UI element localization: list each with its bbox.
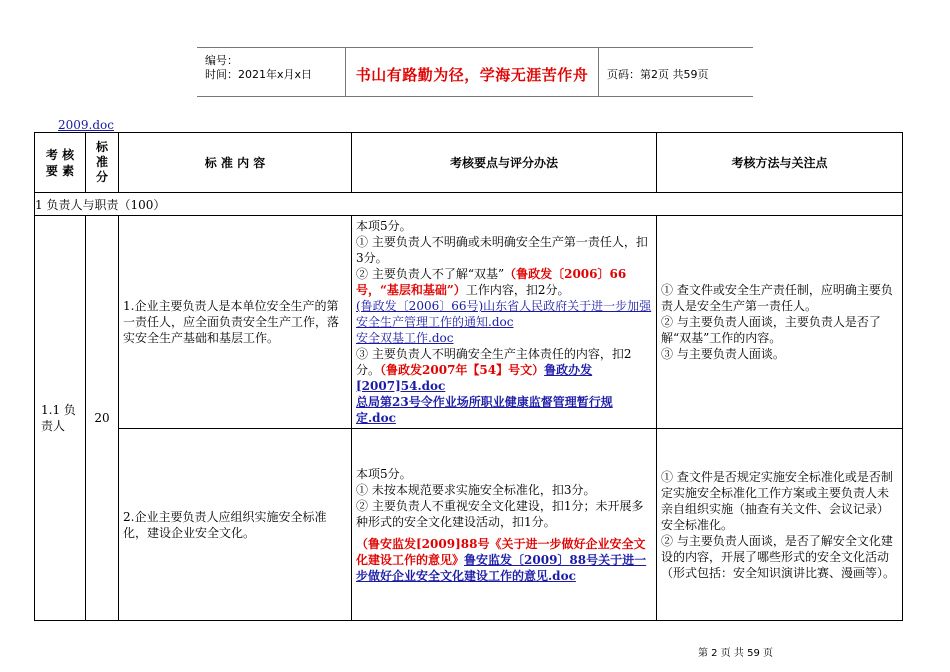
points-cell: 本项5分。 ① 未按本规范要求实施安全标准化，扣3分。 ② 主要负责人不重视安全文化建设，扣1分；未开展多种形式的安全文化建设活动，扣1分。 （鲁安监发[2009]88号《关于进一步做好企业安全文化建设工作的意见》鲁安监发〔2009〕88号关于进一步做好企业安全文化建设工作的意见.doc bbox=[352, 429, 657, 621]
document-header bbox=[197, 47, 753, 97]
col-content-header: 标 准 内 容 bbox=[119, 133, 352, 193]
doc-link[interactable]: 鲁政办发[2007]54.doc bbox=[356, 363, 593, 393]
page-label: 页码：第2页 共59页 bbox=[607, 68, 709, 81]
header-page-cell bbox=[599, 48, 753, 96]
table-row bbox=[35, 216, 903, 429]
time-label: 时间：2021年x月x日 bbox=[205, 68, 313, 81]
top-doc-link[interactable]: 2009.doc bbox=[58, 118, 114, 132]
section-title: 1 负责人与职责（100） bbox=[35, 193, 903, 216]
method-cell: ① 查文件是否规定实施安全标准化或是否制定实施安全标准化工作方案或主要负责人未亲自组织实施（抽查有关文件、会议记录）安全标准化。 ② 与主要负责人面谈，是否了解安全文化建设的内容，开展了哪些形式的安全文化活动（形式包括：安全知识演讲比赛、漫画等）。 bbox=[657, 429, 903, 621]
points-cell: 本项5分。 ① 主要负责人不明确或未明确安全生产第一责任人，扣3分。 ② 主要负责人不了解“双基”（鲁政发〔2006〕66号，“基层和基础”）工作内容，扣2分。 (鲁政发〔2006〕66号)山东省人民政府关于进一步加强安全生产管理工作的通知.doc 安全双基工作.doc ③ 主要负责人不明确安全生产主体责任的内容，扣2分。（鲁政发2007年【54】号文）鲁政办发[2007]54.doc 总局第23号令作业场所职业健康监督管理暂行规定.doc bbox=[352, 216, 657, 429]
header-motto-cell bbox=[346, 48, 599, 96]
col-method-header: 考核方法与关注点 bbox=[657, 133, 903, 193]
motto-text: 书山有路勤为径，学海无涯苦作舟 bbox=[355, 66, 589, 84]
assessment-table bbox=[34, 132, 903, 621]
col-score-header: 标 准 分 bbox=[86, 133, 119, 193]
method-cell: ① 查文件或安全生产责任制，应明确主要负责人是安全生产第一责任人。 ② 与主要负责人面谈，主要负责人是否了解“双基”工作的内容。 ③ 与主要负责人面谈。 bbox=[657, 216, 903, 429]
content-cell: 1.企业主要负责人是本单位安全生产的第一责任人，应全面负责安全生产工作，落实安全生产基础和基层工作。 bbox=[119, 216, 352, 429]
doc-link[interactable]: 总局第23号令作业场所职业健康监督管理暂行规定.doc bbox=[356, 395, 613, 425]
number-label: 编号： bbox=[205, 54, 238, 67]
col-points-header: 考核要点与评分办法 bbox=[352, 133, 657, 193]
col-element-header: 考 核 要 素 bbox=[35, 133, 86, 193]
header-row bbox=[35, 133, 903, 193]
page-footer: 第 2 页 共 59 页 bbox=[698, 648, 773, 659]
content-cell: 2.企业主要负责人应组织实施安全标准化，建设企业安全文化。 bbox=[119, 429, 352, 621]
doc-link[interactable]: 安全双基工作.doc bbox=[356, 331, 454, 345]
header-meta bbox=[197, 48, 346, 96]
section-row bbox=[35, 193, 903, 216]
table-row bbox=[35, 429, 903, 621]
doc-link[interactable]: 鲁安监发〔2009〕88号关于进一步做好企业安全文化建设工作的意见.doc bbox=[356, 552, 647, 583]
doc-link[interactable]: (鲁政发〔2006〕66号)山东省人民政府关于进一步加强安全生产管理工作的通知.doc bbox=[356, 299, 652, 329]
score-cell: 20 bbox=[86, 216, 119, 621]
element-cell: 1.1 负责人 bbox=[35, 216, 86, 621]
